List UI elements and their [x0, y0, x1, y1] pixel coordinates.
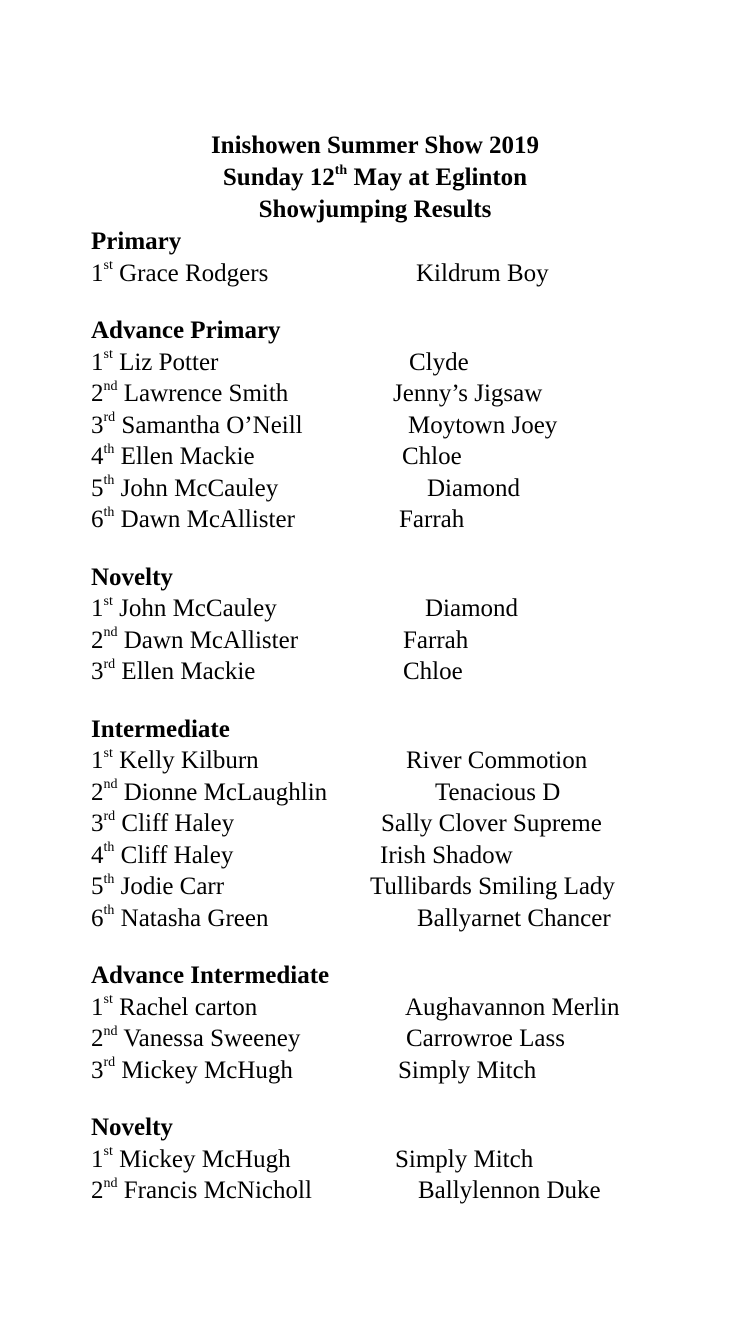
horse-name: Tenacious D	[435, 778, 561, 806]
placing-suffix: th	[103, 840, 115, 856]
horse-name: Farrah	[399, 506, 465, 533]
results-list	[91, 226, 711, 1207]
placing-and-rider	[91, 473, 278, 505]
rider-name: John McCauley	[120, 474, 279, 502]
section-heading: Primary	[91, 228, 182, 255]
results-section	[91, 1112, 711, 1207]
result-row	[91, 871, 711, 903]
placing-number: 2	[91, 1025, 104, 1052]
show-title: Inishowen Summer Show 2019	[210, 132, 540, 159]
horse-name: Diamond	[427, 474, 521, 502]
placing-suffix: th	[103, 504, 115, 520]
placing-suffix: st	[103, 347, 113, 363]
placing-and-rider	[91, 504, 295, 536]
placing-suffix: th	[103, 871, 115, 887]
placing-number: 3	[91, 810, 104, 837]
placing-and-rider	[91, 1023, 300, 1055]
rider-name: Francis McNicholl	[123, 1177, 312, 1204]
placing-suffix: st	[103, 593, 113, 609]
rider-name: Liz Potter	[119, 348, 219, 376]
placing-suffix: st	[103, 992, 113, 1008]
placing-suffix: nd	[103, 777, 118, 793]
horse-name: Farrah	[403, 626, 469, 654]
result-row	[91, 840, 711, 872]
result-row	[91, 347, 711, 379]
result-row	[91, 808, 711, 840]
placing-and-rider	[91, 808, 234, 840]
result-row	[91, 625, 711, 657]
placing-number: 1	[91, 993, 104, 1021]
horse-name: Tullibards Smiling Lady	[370, 873, 615, 900]
result-row	[91, 504, 711, 536]
placing-suffix: th	[103, 473, 115, 489]
rider-name: Cliff Haley	[120, 841, 234, 869]
placing-suffix: nd	[103, 625, 118, 641]
results-section	[91, 562, 711, 688]
rider-name: John McCauley	[119, 595, 277, 622]
result-row	[91, 378, 711, 410]
horse-name: Clyde	[409, 348, 469, 376]
result-row	[91, 656, 711, 688]
placing-suffix: st	[103, 745, 113, 761]
result-row	[91, 992, 711, 1024]
placing-and-rider	[91, 656, 255, 688]
placing-suffix: st	[103, 258, 113, 274]
placing-number: 3	[91, 658, 104, 685]
placing-and-rider	[91, 992, 257, 1024]
horse-name: Carrowroe Lass	[406, 1025, 565, 1052]
placing-suffix: th	[103, 441, 115, 457]
rider-name: Mickey McHugh	[121, 1056, 293, 1084]
horse-name: Diamond	[425, 595, 519, 622]
placing-and-rider	[91, 840, 233, 872]
horse-name: Simply Mitch	[395, 1145, 534, 1173]
placing-number: 1	[91, 595, 104, 622]
horse-name: Moytown Joey	[408, 411, 558, 439]
horse-name: Kildrum Boy	[416, 259, 549, 287]
placing-suffix: nd	[103, 378, 118, 394]
horse-name: Aughavannon Merlin	[405, 993, 620, 1021]
placing-number: 3	[91, 1056, 104, 1084]
placing-number: 2	[91, 626, 104, 654]
horse-name: Chloe	[403, 658, 463, 685]
placing-suffix: rd	[103, 656, 116, 672]
placing-number: 6	[91, 506, 104, 533]
placing-number: 3	[91, 411, 104, 439]
placing-suffix: rd	[103, 1055, 116, 1071]
result-row	[91, 903, 711, 935]
rider-name: Grace Rodgers	[119, 259, 269, 287]
result-row	[91, 473, 711, 505]
horse-name: Jenny’s Jigsaw	[393, 380, 543, 407]
placing-number: 4	[91, 841, 104, 869]
title-block	[0, 130, 750, 226]
placing-and-rider	[91, 625, 298, 657]
section-heading: Novelty	[91, 1114, 173, 1141]
rider-name: Vanessa Sweeney	[123, 1025, 301, 1052]
rider-name: Mickey McHugh	[119, 1145, 291, 1173]
result-row	[91, 441, 711, 473]
rider-name: Dawn McAllister	[123, 626, 299, 654]
result-row	[91, 1055, 711, 1087]
placing-number: 1	[91, 747, 104, 774]
placing-suffix: rd	[103, 808, 116, 824]
result-row	[91, 1144, 711, 1176]
placing-and-rider	[91, 1175, 312, 1207]
placing-number: 5	[91, 474, 104, 502]
rider-name: Lawrence Smith	[123, 380, 289, 407]
rider-name: Natasha Green	[120, 904, 269, 932]
horse-name: Chloe	[402, 443, 462, 470]
horse-name: Ballyarnet Chancer	[417, 904, 611, 932]
rider-name: Dawn McAllister	[120, 506, 295, 533]
placing-number: 4	[91, 443, 104, 470]
results-section	[91, 315, 711, 536]
result-row	[91, 1175, 711, 1207]
placing-number: 1	[91, 259, 104, 287]
placing-suffix: st	[103, 1144, 113, 1160]
placing-and-rider	[91, 378, 288, 410]
results-section	[91, 226, 711, 289]
section-heading: Advance Intermediate	[91, 962, 330, 989]
results-section	[91, 714, 711, 935]
show-date-post: May at Eglinton	[347, 164, 528, 191]
rider-name: Samantha O’Neill	[121, 411, 303, 439]
placing-and-rider	[91, 1055, 293, 1087]
placing-suffix: th	[103, 903, 115, 919]
placing-number: 2	[91, 1177, 104, 1204]
placing-number: 1	[91, 348, 104, 376]
rider-name: Cliff Haley	[121, 810, 235, 837]
rider-name: Ellen Mackie	[120, 443, 255, 470]
results-section	[91, 960, 711, 1086]
results-title: Showjumping Results	[258, 196, 492, 223]
horse-name: Ballylennon Duke	[418, 1177, 601, 1204]
horse-name: River Commotion	[406, 747, 588, 774]
placing-and-rider	[91, 593, 277, 625]
result-row	[91, 258, 711, 290]
horse-name: Sally Clover Supreme	[381, 810, 602, 837]
placing-number: 6	[91, 904, 104, 932]
placing-and-rider	[91, 1144, 291, 1176]
placing-number: 5	[91, 873, 104, 900]
result-row	[91, 777, 711, 809]
placing-and-rider	[91, 903, 268, 935]
rider-name: Rachel carton	[119, 993, 258, 1021]
placing-suffix: nd	[103, 1023, 118, 1039]
section-heading: Advance Primary	[91, 317, 281, 344]
placing-and-rider	[91, 410, 303, 442]
placing-number: 2	[91, 778, 104, 806]
result-row	[91, 745, 711, 777]
rider-name: Ellen Mackie	[121, 658, 256, 685]
section-heading: Intermediate	[91, 715, 230, 743]
rider-name: Kelly Kilburn	[119, 747, 259, 774]
rider-name: Dionne McLaughlin	[123, 778, 328, 806]
placing-and-rider	[91, 745, 259, 777]
show-date-suffix: th	[334, 162, 348, 178]
horse-name: Simply Mitch	[398, 1056, 537, 1084]
show-date-pre: Sunday 12	[222, 164, 335, 191]
placing-and-rider	[91, 871, 224, 903]
result-row	[91, 1023, 711, 1055]
section-heading: Novelty	[91, 563, 173, 591]
rider-name: Jodie Carr	[120, 873, 225, 900]
show-date	[0, 162, 750, 194]
placing-and-rider	[91, 258, 268, 290]
placing-number: 2	[91, 380, 104, 407]
placing-and-rider	[91, 441, 255, 473]
placing-suffix: nd	[103, 1175, 118, 1191]
result-row	[91, 593, 711, 625]
result-row	[91, 410, 711, 442]
placing-and-rider	[91, 777, 327, 809]
placing-suffix: rd	[103, 410, 116, 426]
horse-name: Irish Shadow	[380, 841, 513, 869]
placing-number: 1	[91, 1145, 104, 1173]
placing-and-rider	[91, 347, 218, 379]
